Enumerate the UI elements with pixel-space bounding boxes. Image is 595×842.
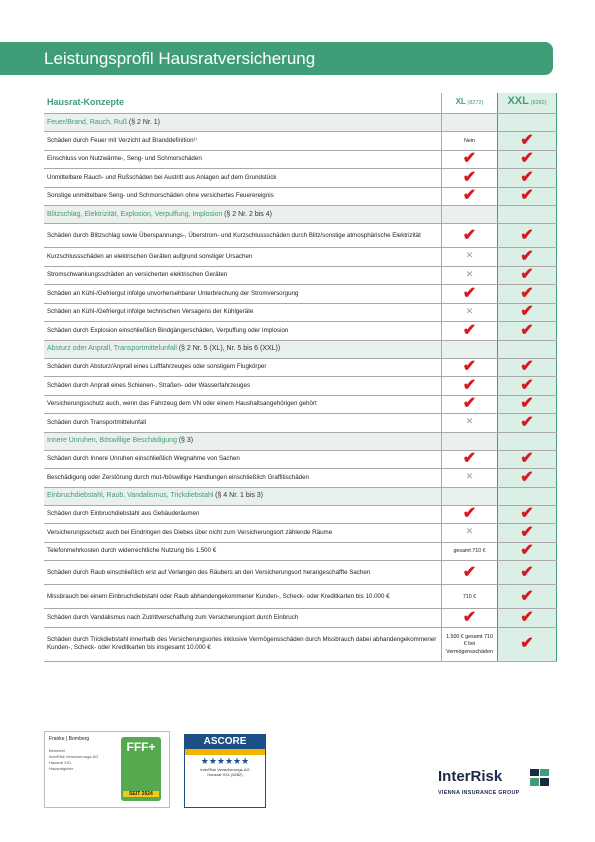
check-icon: ✔ — [520, 587, 534, 605]
ascore-seal — [184, 734, 266, 808]
coverage-text: Versicherungsschutz auch, wenn das Fahrzeug dem VN oder einem Haushaltsangehörigen gehört — [44, 395, 442, 414]
table-row — [44, 377, 557, 396]
check-icon: ✔ — [520, 395, 534, 413]
coverage-note: 1.500 € gesamt 710 € bei Vermögensschäden — [446, 633, 493, 655]
section-title: Absturz oder Anprall, Transportmittelunfall — [47, 345, 177, 353]
check-icon: ✔ — [520, 266, 534, 284]
section-title: Feuer/Brand, Rauch, Ruß — [47, 118, 128, 126]
section-title: Innere Unruhen, Böswillige Beschädigung — [47, 437, 177, 445]
section-row — [44, 487, 557, 505]
xl-cell — [442, 450, 498, 469]
check-icon: ✔ — [520, 358, 534, 376]
cross-icon: ✕ — [465, 250, 474, 261]
xxl-cell — [498, 358, 557, 377]
xxl-cell — [498, 609, 557, 628]
check-icon: ✔ — [520, 468, 534, 486]
table-row — [44, 248, 557, 267]
coverage-table — [44, 93, 557, 662]
check-icon: ✔ — [462, 608, 477, 626]
coverage-text: Schäden durch Explosion einschließlich Bindgängerschäden, Verpuffung oder Implosion — [44, 322, 442, 341]
brand-mark-icon — [530, 769, 549, 786]
check-icon: ✔ — [520, 187, 534, 205]
xxl-cell — [498, 542, 557, 561]
coverage-text: Schäden durch Transportmittelunfall — [44, 414, 442, 433]
table-row — [44, 542, 557, 561]
coverage-text: Versicherungsschutz auch bei Eindringen des Diebes über nicht zum Versicherungsort zählende Räume — [44, 524, 442, 543]
table-row — [44, 266, 557, 285]
xxl-cell — [498, 248, 557, 267]
xxl-cell — [498, 450, 557, 469]
cross-icon: ✕ — [465, 305, 474, 316]
rating-year: SEIT 2024 — [123, 791, 159, 797]
coverage-text: Schäden an Kühl-/Gefriergut infolge technischen Versagens der Kühlgeräte — [44, 303, 442, 322]
check-icon: ✔ — [520, 413, 534, 431]
section-row — [44, 206, 557, 224]
cross-icon: ✕ — [465, 526, 474, 537]
xxl-cell — [498, 266, 557, 285]
check-icon: ✔ — [520, 226, 534, 244]
xl-cell — [442, 132, 498, 151]
seal-lines: Bewertet InterRisk Versicherungs-AG Hausrat XXL Hausratgeber — [49, 748, 99, 771]
xxl-cell — [498, 414, 557, 433]
check-icon: ✔ — [462, 505, 477, 523]
coverage-text: Beschädigung oder Zerstörung durch mut-/böswillige Handlungen einschließlich Graffitischäden — [44, 469, 442, 488]
coverage-text: Schäden durch Raub einschließlich erst auf Verlangen des Räubers an den Versicherungsort herangeschaffte Sachen — [44, 561, 442, 585]
section-title: Blitzschlag, Elektrizität, Explosion, Verpuffung, Implosion — [47, 210, 223, 218]
section-ref: (§ 4 Nr. 1 bis 3) — [215, 492, 263, 500]
table-row — [44, 132, 557, 151]
table-row — [44, 358, 557, 377]
section-ref: (§ 2 Nr. 1) — [128, 118, 161, 126]
check-icon: ✔ — [462, 226, 477, 244]
xl-cell — [442, 377, 498, 396]
table-row — [44, 561, 557, 585]
check-icon: ✔ — [520, 523, 534, 541]
interrisk-logo — [438, 766, 553, 806]
check-icon: ✔ — [520, 150, 534, 168]
coverage-text: Schäden durch Anprall eines Schienen-, Straßen- oder Wasserfahrzeuges — [44, 377, 442, 396]
check-icon: ✔ — [462, 168, 477, 186]
xxl-cell — [498, 150, 557, 169]
table-row — [44, 150, 557, 169]
xxl-cell — [498, 561, 557, 585]
section-row — [44, 340, 557, 358]
check-icon: ✔ — [520, 321, 534, 339]
xl-cell — [442, 505, 498, 524]
ascore-text: InterRisk Versicherungs-AG Hausrat XXL (8282) — [200, 767, 250, 777]
check-icon: ✔ — [520, 635, 534, 652]
section-row — [44, 114, 557, 132]
seal-head: Franke | Bornberg — [49, 736, 90, 742]
check-icon: ✔ — [520, 542, 534, 560]
brand-tagline: VIENNA INSURANCE GROUP — [438, 790, 520, 796]
coverage-text: Schäden durch Trickdiebstahl innerhalb des Versicherungsortes inklusive Vermögensschäden durch Missbrauch dabei abhandengekommener Kunden-, Scheck- oder Kreditkarten bis insgesamt 10.000 € — [44, 627, 442, 661]
xxl-cell — [498, 627, 557, 661]
xxl-cell — [498, 132, 557, 151]
coverage-note: gesamt 710 € — [453, 548, 486, 555]
xl-cell — [442, 524, 498, 543]
check-icon: ✔ — [462, 187, 477, 205]
cross-icon: ✕ — [465, 268, 474, 279]
cross-icon: ✕ — [465, 416, 474, 427]
coverage-text: Telefonmehrkosten durch widerrechtliche Nutzung bis 1.500 € — [44, 542, 442, 561]
table-row — [44, 450, 557, 469]
check-icon: ✔ — [462, 563, 477, 581]
xxl-cell — [498, 505, 557, 524]
check-icon: ✔ — [520, 450, 534, 468]
coverage-note: 710 € — [462, 593, 477, 600]
cross-icon: ✕ — [465, 471, 474, 482]
check-icon: ✔ — [462, 450, 477, 468]
check-icon: ✔ — [462, 395, 477, 413]
table-row — [44, 524, 557, 543]
check-icon: ✔ — [520, 505, 534, 523]
xl-cell — [442, 358, 498, 377]
xxl-cell — [498, 395, 557, 414]
coverage-text: Schäden durch Vandalismus nach Zutrittverschaffung zum Versicherungsort durch Einbruch — [44, 609, 442, 628]
xl-cell — [442, 322, 498, 341]
coverage-text: Unmittelbare Rauch- und Rußschäden bei Austritt aus Anlagen auf dem Grundstück — [44, 169, 442, 188]
franke-bornberg-seal — [44, 731, 170, 808]
section-row — [44, 432, 557, 450]
ascore-stars-icon: ★★★★★★ — [200, 756, 250, 766]
xxl-cell — [498, 169, 557, 188]
table-row — [44, 585, 557, 609]
xl-cell — [442, 469, 498, 488]
check-icon: ✔ — [462, 150, 477, 168]
table-row — [44, 469, 557, 488]
coverage-note: Nein — [464, 137, 475, 144]
table-row — [44, 303, 557, 322]
coverage-text: Sonstige unmittelbare Seng- und Schmorschäden ohne versichertes Feuerereignis — [44, 187, 442, 206]
check-icon: ✔ — [520, 303, 534, 321]
table-row — [44, 609, 557, 628]
check-icon: ✔ — [520, 376, 534, 394]
xxl-column-header: XXL (8282) — [498, 93, 557, 114]
section-title: Einbruchdiebstahl, Raub, Vandalismus, Trickdiebstahl — [47, 492, 214, 500]
coverage-text: Einschluss von Nutzwärme-, Seng- und Schmorschäden — [44, 150, 442, 169]
check-icon: ✔ — [462, 358, 477, 376]
xl-cell — [442, 414, 498, 433]
xl-cell — [442, 627, 498, 661]
xxl-cell — [498, 322, 557, 341]
xl-cell — [442, 395, 498, 414]
xl-cell — [442, 561, 498, 585]
xxl-cell — [498, 377, 557, 396]
table-row — [44, 414, 557, 433]
table-row — [44, 169, 557, 188]
check-icon: ✔ — [520, 284, 534, 302]
table-row — [44, 505, 557, 524]
xl-cell — [442, 542, 498, 561]
section-ref: (§ 2 Nr. 5 (XL), Nr. 5 bis 6 (XXL)) — [178, 345, 281, 353]
xxl-cell — [498, 303, 557, 322]
coverage-text: Kurzschlussschäden an elektrischen Geräten aufgrund sonstiger Ursachen — [44, 248, 442, 267]
coverage-text: Schäden durch Einbruchdiebstahl aus Gebäuderäumen — [44, 505, 442, 524]
table-row — [44, 322, 557, 341]
check-icon: ✔ — [520, 247, 534, 265]
check-icon: ✔ — [520, 608, 534, 626]
xxl-cell — [498, 524, 557, 543]
check-icon: ✔ — [520, 168, 534, 186]
xxl-cell — [498, 285, 557, 304]
title-banner — [0, 42, 553, 75]
xl-cell — [442, 609, 498, 628]
xl-cell — [442, 150, 498, 169]
rating-label: FFF+ — [126, 740, 156, 754]
coverage-text: Schäden durch Feuer mit Verzicht auf Branddefinition¹⁾ — [44, 132, 442, 151]
check-icon: ✔ — [520, 131, 534, 149]
check-icon: ✔ — [462, 376, 477, 394]
xxl-cell — [498, 469, 557, 488]
coverage-text: Stromschwankungsschäden an versicherten elektrischen Geräten — [44, 266, 442, 285]
xxl-cell — [498, 224, 557, 248]
xl-cell — [442, 266, 498, 285]
coverage-text: Schäden durch Innere Unruhen einschließlich Wegnahme von Sachen — [44, 450, 442, 469]
table-row — [44, 187, 557, 206]
table-row — [44, 224, 557, 248]
page-title: Leistungsprofil Hausratversicherung — [44, 49, 316, 68]
rating-badge — [121, 737, 161, 801]
xl-cell — [442, 285, 498, 304]
check-icon: ✔ — [462, 284, 477, 302]
coverage-text: Schäden durch Absturz/Anprall eines Luftfahrzeuges oder sonstigem Flugkörper — [44, 358, 442, 377]
xxl-cell — [498, 187, 557, 206]
check-icon: ✔ — [520, 563, 534, 581]
xl-cell — [442, 224, 498, 248]
xl-cell — [442, 187, 498, 206]
xxl-cell — [498, 585, 557, 609]
xl-cell — [442, 169, 498, 188]
coverage-text: Missbrauch bei einem Einbruchdiebstahl oder Raub abhandengekommener Kunden-, Scheck- oder Kreditkarten bis 10.000 € — [44, 585, 442, 609]
ascore-name: ASCORE — [185, 735, 265, 749]
brand-name: InterRisk — [438, 768, 503, 785]
section-ref: (§ 2 Nr. 2 bis 4) — [224, 210, 272, 218]
section-ref: (§ 3) — [178, 437, 194, 445]
xl-cell — [442, 585, 498, 609]
table-row — [44, 627, 557, 661]
check-icon: ✔ — [462, 321, 477, 339]
table-row — [44, 395, 557, 414]
table-row — [44, 285, 557, 304]
xl-cell — [442, 248, 498, 267]
coverage-text: Schäden durch Blitzschlag sowie Überspannungs-, Überstrom- und Kurzschlussschäden durch Blitz/sonstige atmosphärische Elektrizität — [44, 224, 442, 248]
xl-cell — [442, 303, 498, 322]
table-header-label: Hausrat-Konzepte — [44, 93, 442, 114]
coverage-text: Schäden an Kühl-/Gefriergut infolge unvorhersehbarer Unterbrechung der Stromversorgung — [44, 285, 442, 304]
xl-column-header: XL (8272) — [442, 93, 498, 114]
